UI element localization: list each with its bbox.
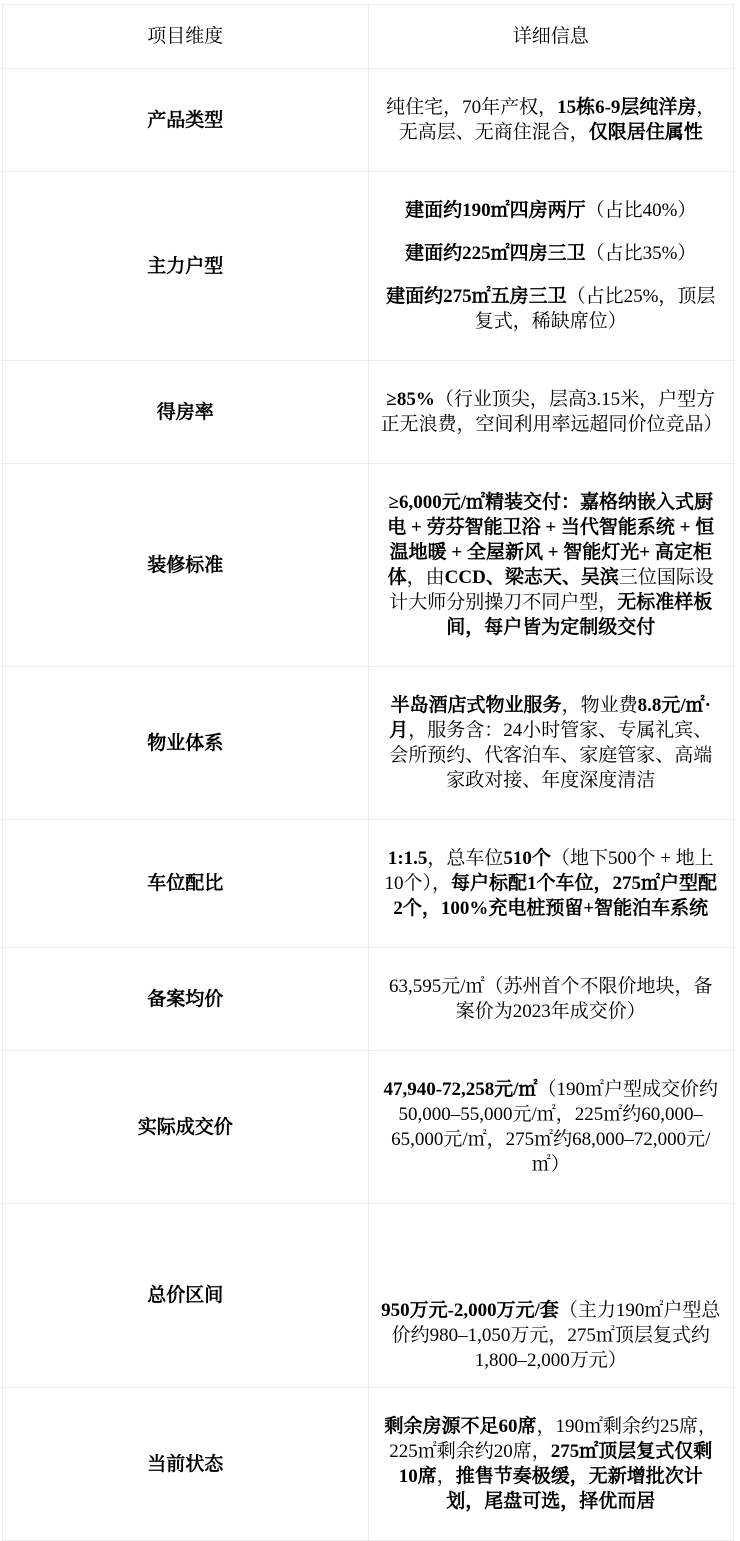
details-text-bold: ≥85% (386, 389, 435, 410)
table-row (3, 69, 734, 172)
details-cell (368, 69, 734, 172)
details-text: ， (436, 1466, 456, 1487)
details-text: 63,595元/㎡（苏州首个不限价地块，备案价为2023年成交价） (388, 976, 713, 1022)
details-text-bold: 47,940-72,258元/㎡ (383, 1079, 538, 1100)
details-text: 纯住宅，70年产权， (386, 97, 558, 118)
dimension-cell: 车位配比 (3, 820, 369, 948)
details-paragraph (381, 1298, 722, 1373)
details-text-bold: 建面约225㎡四房三卫 (405, 243, 586, 264)
dimension-cell: 物业体系 (3, 667, 369, 820)
details-text-bold: 剩余房源不足60席 (384, 1416, 537, 1437)
dimension-cell: 产品类型 (3, 69, 369, 172)
details-cell (368, 1204, 734, 1388)
details-text-bold: 每户标配1个车位，275㎡户型配2个，100%充电桩预留+智能泊车系统 (393, 873, 718, 919)
dimension-cell: 得房率 (3, 361, 369, 464)
details-paragraph (381, 284, 722, 334)
table-row (3, 464, 734, 667)
details-text-bold: 1:1.5 (387, 848, 428, 869)
dimension-cell: 实际成交价 (3, 1051, 369, 1204)
table-row (3, 1388, 734, 1541)
details-cell (368, 464, 734, 667)
dimension-cell: 总价区间 (3, 1204, 369, 1388)
details-cell (368, 1051, 734, 1204)
table-row (3, 1051, 734, 1204)
details-text: （地下500个 + 地上10个）， (384, 848, 714, 894)
details-paragraph (381, 846, 722, 921)
details-cell (368, 172, 734, 361)
details-text-bold: ≥6,000元/㎡精装交付：嘉格纳嵌入式厨电 + 劳芬智能卫浴 + 当代智能系统 + 恒温地暖 + 全屋新风 + 智能灯光+ 高定柜体 (387, 492, 715, 588)
details-text: ，服务含：24小时管家、专属礼宾、会所预约、代客泊车、家庭管家、高端家政对接、年度深度清洁 (389, 720, 713, 791)
details-paragraph (381, 490, 722, 640)
details-text-bold: 510个 (503, 848, 551, 869)
table-row (3, 361, 734, 464)
details-text: ，190㎡剩余约25席，225㎡剩余约20席， (389, 1416, 718, 1462)
header-dimension: 项目维度 (3, 5, 369, 69)
details-text-bold: 仅限居住属性 (588, 122, 703, 143)
details-cell (368, 667, 734, 820)
details-text-bold: 275㎡顶层复式仅剩10席 (398, 1441, 713, 1487)
dimension-cell: 当前状态 (3, 1388, 369, 1541)
details-paragraph (381, 1414, 722, 1514)
details-text-bold: 推售节奏极缓，无新增批次计划，尾盘可选，择优而居 (446, 1466, 703, 1512)
table-row (3, 820, 734, 948)
details-cell (368, 820, 734, 948)
details-paragraph (381, 241, 722, 266)
details-text: （行业顶尖，层高3.15米，户型方正无浪费，空间利用率远超同价位竞品） (380, 389, 723, 435)
details-text: ，总车位 (427, 848, 504, 869)
table-row (3, 172, 734, 361)
project-info-table (2, 4, 734, 1541)
details-text-bold: 半岛酒店式物业服务 (390, 695, 562, 716)
details-paragraph (381, 1077, 722, 1177)
details-text: ，由 (406, 567, 445, 588)
details-text: （占比25%，顶层复式，稀缺席位） (474, 286, 716, 332)
table-row (3, 948, 734, 1051)
details-text: ，无高层、无商住混合， (398, 97, 716, 143)
details-paragraph (381, 693, 722, 793)
page (0, 4, 740, 1512)
dimension-cell: 主力户型 (3, 172, 369, 361)
details-text-bold: CCD、梁志天、吴滨 (444, 567, 619, 588)
table-body (3, 69, 734, 1541)
header-details: 详细信息 (368, 5, 734, 69)
details-text: （占比40%） (585, 200, 697, 221)
dimension-cell: 备案均价 (3, 948, 369, 1051)
details-text-bold: 建面约190㎡四房两厅 (405, 200, 586, 221)
details-paragraph (381, 198, 722, 223)
details-paragraph (381, 95, 722, 145)
details-text-bold: 无标准样板间，每户皆为定制级交付 (446, 592, 713, 638)
details-text: （占比35%） (585, 243, 697, 264)
details-text-bold: 15栋6-9层纯洋房 (557, 97, 697, 118)
details-text-bold: 8.8元/㎡·月 (389, 695, 711, 741)
details-text: 三位国际设计大师分别操刀不同户型， (389, 567, 714, 613)
details-text-bold: 950万元-2,000万元/套 (381, 1300, 559, 1321)
details-text: （主力190㎡户型总价约980–1,050万元，275㎡顶层复式约1,800–2,000万元） (391, 1300, 721, 1371)
details-paragraph (381, 974, 722, 1024)
details-text: （190㎡户型成交价约50,000–55,000元/㎡，225㎡约60,000–65,000元/㎡，275㎡约68,000–72,000元/㎡） (391, 1079, 719, 1175)
details-cell (368, 948, 734, 1051)
details-paragraph (381, 387, 722, 437)
table-row (3, 667, 734, 820)
dimension-cell: 装修标准 (3, 464, 369, 667)
table-row (3, 1204, 734, 1388)
header-row (3, 5, 734, 69)
details-cell (368, 361, 734, 464)
details-cell (368, 1388, 734, 1541)
details-text: ，物业费 (561, 695, 638, 716)
details-text-bold: 建面约275㎡五房三卫 (386, 286, 567, 307)
